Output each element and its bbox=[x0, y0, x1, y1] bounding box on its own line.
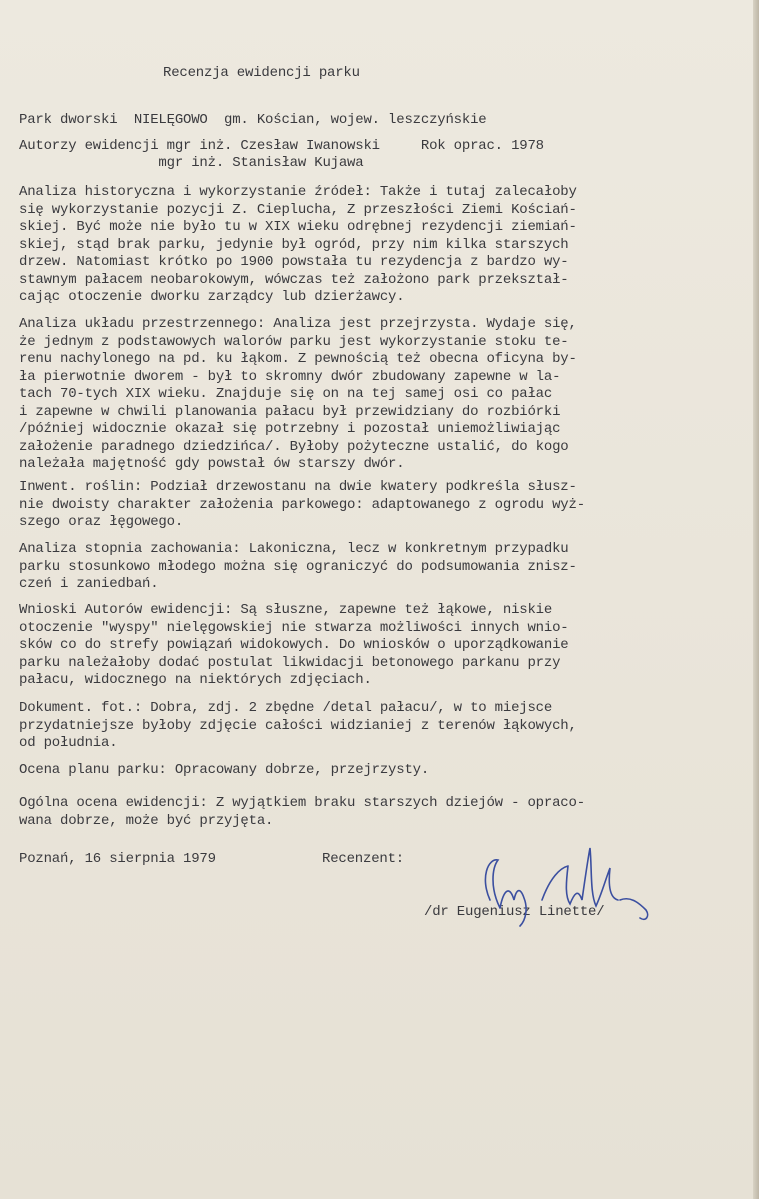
section-1-line: Analiza historyczna i wykorzystanie źródeł: Także i tutaj zalecałoby bbox=[19, 184, 577, 200]
section-6-line: przydatniejsze byłoby zdjęcie całości widzianiej z terenów łąkowych, bbox=[19, 717, 577, 734]
section-2-line: należała majętność gdy powstał ów starszy dwór. bbox=[19, 456, 405, 472]
section-1-line: się wykorzystanie pozycji Z. Cieplucha, Z przeszłości Ziemi Kościań- bbox=[19, 201, 577, 218]
section-2-line: Analiza układu przestrzennego: Analiza jest przejrzysta. Wydaje się, bbox=[19, 316, 577, 332]
section-5-line: pałacu, widocznego na niektórych zdjęciach. bbox=[19, 672, 372, 688]
section-6-line: od południa. bbox=[19, 735, 118, 751]
section-3-line: szego oraz łęgowego. bbox=[19, 514, 184, 530]
section-2-line: że jednym z podstawowych walorów parku jest wykorzystanie stoku te- bbox=[19, 333, 569, 350]
reviewer-name: /dr Eugeniusz Linette/ bbox=[424, 904, 605, 920]
paper-edge bbox=[753, 0, 759, 1199]
place-date: Poznań, 16 sierpnia 1979 bbox=[19, 851, 216, 867]
section-3-line: Inwent. roślin: Podział drzewostanu na dwie kwatery podkreśla słusz- bbox=[19, 479, 577, 495]
section-1-line: cając otoczenie dworku zarządcy lub dzierżawcy. bbox=[19, 289, 405, 305]
section-7-line: Ocena planu parku: Opracowany dobrze, przejrzysty. bbox=[19, 762, 430, 778]
document-title: Recenzja ewidencji parku bbox=[163, 65, 360, 81]
section-6-line: Dokument. fot.: Dobra, zdj. 2 zbędne /detal pałacu/, w to miejsce bbox=[19, 700, 553, 716]
reviewer-label: Recenzent: bbox=[322, 851, 405, 867]
authors-line-2: mgr inż. Stanisław Kujawa bbox=[19, 155, 364, 171]
section-3-line: nie dwoisty charakter założenia parkowego: adaptowanego z ogrodu wyż- bbox=[19, 496, 585, 513]
section-8-line: Ogólna ocena ewidencji: Z wyjątkiem braku starszych dziejów - opraco- bbox=[19, 795, 585, 811]
handwritten-signature bbox=[470, 838, 670, 938]
section-4-line: parku stosunkowo młodego można się ograniczyć do podsumowania znisz- bbox=[19, 558, 577, 575]
section-5-line: parku należałoby dodać postulat likwidacji betonowego parkanu przy bbox=[19, 654, 561, 671]
section-4-line: Analiza stopnia zachowania: Lakoniczna, lecz w konkretnym przypadku bbox=[19, 541, 569, 557]
section-2-line: i zapewne w chwili planowania pałacu był przewidziany do rozbiórki bbox=[19, 403, 561, 420]
authors-line-1: Autorzy ewidencji mgr inż. Czesław Iwanowski Rok oprac. 1978 bbox=[19, 138, 544, 154]
section-5-line: otoczenie "wyspy" nielęgowskiej nie stwarza możliwości innych wnio- bbox=[19, 619, 569, 636]
section-2-line: założenie paradnego dziedzińca/. Byłoby pożyteczne ustalić, do kogo bbox=[19, 438, 569, 455]
section-1-line: stawnym pałacem neobarokowym, wówczas też założono park przekształ- bbox=[19, 271, 569, 288]
section-5-line: Wnioski Autorów ewidencji: Są słuszne, zapewne też łąkowe, niskie bbox=[19, 602, 553, 618]
section-1-line: drzew. Natomiast krótko po 1900 powstała tu rezydencja z bardzo wy- bbox=[19, 254, 569, 270]
section-8-line: wana dobrze, może być przyjęta. bbox=[19, 812, 274, 829]
section-1-line: skiej, stąd brak parku, jedynie był ogród, przy nim kilka starszych bbox=[19, 236, 569, 253]
section-4-line: czeń i zaniedbań. bbox=[19, 576, 159, 592]
section-2-line: tach 70-tych XIX wieku. Znajduje się on na tej samej osi co pałac bbox=[19, 386, 553, 402]
section-5-line: sków co do strefy powiązań widokowych. Do wniosków o uporządkowanie bbox=[19, 637, 569, 653]
section-2-line: renu nachylonego na pd. ku łąkom. Z pewnością też obecna oficyna by- bbox=[19, 351, 577, 367]
section-2-line: /później widocznie okazał się potrzebny i pozostał uniemożliwiając bbox=[19, 421, 561, 437]
section-1-line: skiej. Być może nie było tu w XIX wieku odrębnej rezydencji ziemiań- bbox=[19, 219, 577, 235]
park-line: Park dworski NIELĘGOWO gm. Kościan, wojew. leszczyńskie bbox=[19, 112, 487, 128]
section-2-line: ła pierwotnie dworem - był to skromny dwór zbudowany zapewne w la- bbox=[19, 368, 561, 385]
